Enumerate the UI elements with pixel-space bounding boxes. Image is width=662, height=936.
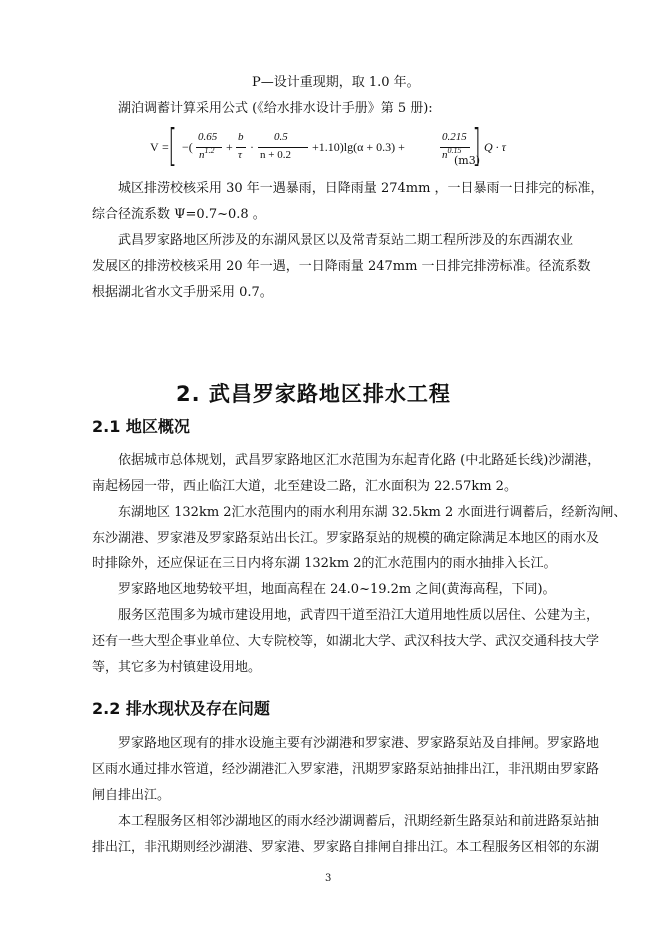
text-line: 东沙湖港、罗家港及罗家路泵站出长江。罗家路泵站的规模的确定除满足本地区的雨水及 (92, 531, 600, 546)
text-line: 罗家路地区现有的排水设施主要有沙湖港和罗家港、罗家路泵站及自排闸。罗家路地 (118, 736, 600, 751)
text-line: 依据城市总体规划，武昌罗家路地区汇水范围为东起青化路 (中北路延长线)沙湖港， (118, 453, 601, 468)
text-line: 武昌罗家路地区所涉及的东湖风景区以及常青泵站二期工程所涉及的东西湖农业 (118, 233, 574, 248)
term3-numerator: 0.5 (274, 131, 288, 143)
term2-denominator: τ (238, 149, 242, 161)
text-line: 东湖地区 132km 2汇水范围内的雨水利用东湖 32.5km 2 水面进行调蓄后，经新沟闸、 (118, 505, 627, 520)
text-line: 时排除外，还应保证在三日内将东湖 132km 2的汇水范围内的雨水抽排入长江。 (92, 556, 557, 571)
term3-denominator: n + 0.2 (260, 149, 291, 161)
text-line: 湖泊调蓄计算采用公式 (《给水排水设计手册》第 5 册): (118, 101, 433, 116)
text-line: 根据湖北省水文手册采用 0.7。 (92, 285, 273, 300)
right-bracket: ] (472, 120, 481, 171)
formula-tail: +1.10)lg(α + 0.3) + (312, 140, 405, 154)
text-line: 服务区范围多为城市建设用地，武青四干道至沿江大道用地性质以居住、公建为主， (118, 608, 600, 623)
formula-dot: · (250, 140, 254, 154)
term2-numerator: b (238, 131, 244, 143)
subsection-heading: 2.2 排水现状及存在问题 (92, 699, 270, 718)
page-number: 3 (325, 873, 332, 884)
text-line: 南起杨园一带，西止临江大道，北至建设二路，汇水面积为 22.57km 2。 (92, 479, 517, 494)
left-bracket: [ (168, 120, 177, 171)
formula-equals: = (162, 140, 169, 154)
term1-numerator: 0.65 (198, 131, 218, 143)
subsection-heading: 2.1 地区概况 (92, 417, 190, 436)
text-line: 发展区的排涝校核采用 20 年一遇，一日降雨量 247mm 一日排完排涝标准。径流系数 (92, 259, 591, 274)
term4-numerator: 0.215 (442, 131, 467, 143)
formula-lhs: V (150, 140, 159, 154)
text-line: 还有一些大型企事业单位、大专院校等，如湖北大学、武汉科技大学、武汉交通科技大学 (92, 634, 600, 649)
text-line: 罗家路地区地势较平坦，地面高程在 24.0~19.2m 之间(黄海高程，下同)。 (118, 582, 556, 597)
formula-plus: + (226, 140, 233, 154)
fraction-bar (258, 147, 308, 148)
term4-denominator: n (442, 149, 448, 161)
text-line: 区雨水通过排水管道，经沙湖港汇入罗家港，汛期罗家路泵站抽排出江，非汛期由罗家路 (92, 762, 600, 777)
text-line: P—设计重现期，取 1.0 年。 (252, 75, 420, 90)
text-line: 等，其它多为村镇建设用地。 (92, 660, 262, 675)
formula-minus-paren: −( (182, 140, 193, 154)
text-line: 本工程服务区相邻沙湖地区的雨水经沙湖调蓄后，汛期经新生路泵站和前进路泵站抽 (118, 814, 600, 829)
formula-unit: (m3) (454, 154, 481, 167)
section-heading: 2. 武昌罗家路地区排水工程 (176, 382, 451, 406)
term4-exponent: 0.15 (447, 146, 462, 155)
fraction-bar (236, 147, 246, 148)
text-line: 综合径流系数 Ψ=0.7~0.8 。 (92, 207, 266, 222)
text-line: 排出江，非汛期则经沙湖港、罗家港、罗家路自排闸自排出江。本工程服务区相邻的东湖 (92, 840, 600, 855)
text-line: 闸自排出江。 (92, 788, 171, 803)
term1-denominator: n (199, 149, 205, 161)
formula-rhs: Q · τ (484, 140, 506, 154)
term1-exponent: 1.2 (204, 146, 215, 155)
text-line: 城区排涝校核采用 30 年一遇暴雨，日降雨量 274mm ，一日暴雨一日排完的标准， (118, 181, 604, 196)
